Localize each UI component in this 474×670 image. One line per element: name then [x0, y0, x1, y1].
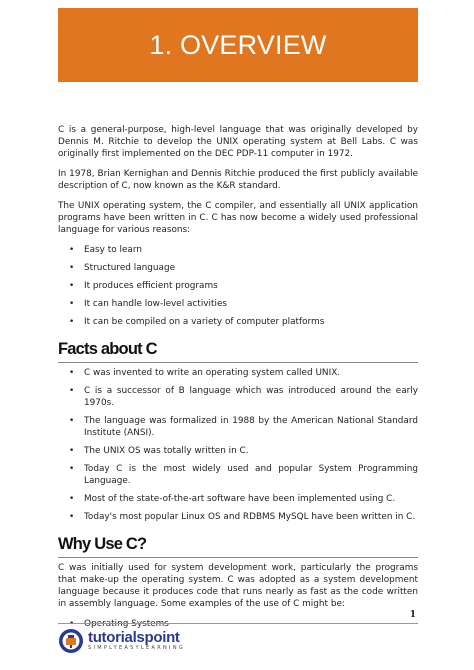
facts-list	[58, 367, 418, 523]
list-item: • Easy to learn	[69, 245, 142, 255]
chapter-banner	[58, 8, 418, 82]
list-item: • The language was formalized in 1988 by the American National Standard Institute (ANSI).	[69, 416, 418, 438]
logo-name: tutorialspoint	[88, 629, 180, 646]
list-item: • It can handle low-level activities	[69, 299, 228, 309]
bullet-icon: •	[69, 619, 75, 629]
list-item: • Operating Systems	[69, 619, 169, 629]
bullet-icon: •	[69, 281, 75, 291]
bullet-icon: •	[69, 416, 75, 426]
bullet-icon: •	[69, 464, 75, 474]
bullet-icon: •	[69, 386, 75, 396]
logo-text	[88, 630, 185, 652]
footer-divider	[58, 623, 418, 624]
intro-paragraph: The UNIX operating system, the C compiler, and essentially all UNIX application programs have been written in C. C has now become a widely used professional language for various reasons:	[58, 201, 418, 235]
bullet-icon: •	[69, 494, 75, 504]
section-heading-facts: Facts about C	[58, 340, 418, 363]
list-item: • C was invented to write an operating system called UNIX.	[69, 368, 341, 378]
list-item: • It can be compiled on a variety of computer platforms	[69, 317, 325, 327]
bullet-icon: •	[69, 299, 75, 309]
list-item: • The UNIX OS was totally written in C.	[69, 446, 249, 456]
logo-tagline: SIMPLYEASYLEARNING	[88, 645, 186, 651]
bullet-icon: •	[69, 317, 75, 327]
list-item: • Today's most popular Linux OS and RDBMS MySQL have been written in C.	[69, 512, 416, 522]
document-body	[58, 124, 418, 636]
tutorialspoint-logo	[58, 628, 185, 654]
bullet-icon: •	[69, 512, 75, 522]
intro-paragraph: In 1978, Brian Kernighan and Dennis Ritchie produced the first publicly available description of C, now known as the K&R standard.	[58, 169, 418, 191]
list-item: • It produces efficient programs	[69, 281, 218, 291]
bullet-icon: •	[69, 446, 75, 456]
bullet-icon: •	[69, 245, 75, 255]
list-item: • C is a successor of B language which was introduced around the early 1970s.	[69, 386, 418, 408]
why-paragraph: C was initially used for system development work, particularly the programs that make-up the operating system. C was adopted as a system development language because it produces code that runs nearly as fast as the code written in assembly language. Some examples of the use of C might be:	[58, 563, 418, 609]
list-item: • Today C is the most widely used and popular System Programming Language.	[69, 464, 418, 486]
chapter-title: 1. OVERVIEW	[149, 29, 327, 60]
list-item: • Most of the state-of-the-art software have been implemented using C.	[69, 494, 396, 504]
section-heading-why: Why Use C?	[58, 535, 418, 558]
list-item: • Structured language	[69, 263, 176, 273]
page-number: 1	[409, 610, 416, 620]
bullet-icon: •	[69, 368, 75, 378]
bullet-icon: •	[69, 263, 75, 273]
reasons-list	[58, 244, 418, 328]
logo-emblem-icon	[58, 628, 84, 654]
intro-paragraph: C is a general-purpose, high-level language that was originally developed by Dennis M. Ritchie to develop the UNIX operating system at Bell Labs. C was originally first implemented on the DEC PDP-11 computer in 1972.	[58, 125, 418, 159]
